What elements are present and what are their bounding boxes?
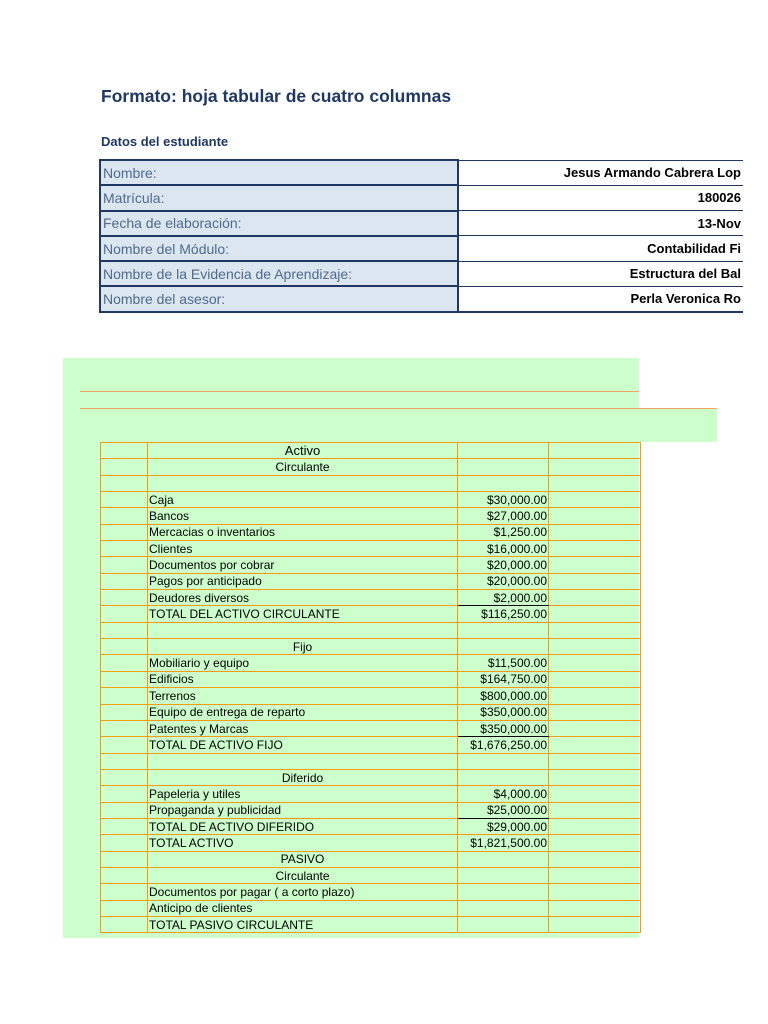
sheet-cell-margin[interactable] <box>101 769 148 785</box>
sheet-cell-extra[interactable] <box>549 818 641 834</box>
student-label: Matrícula: <box>100 185 458 210</box>
sheet-cell-extra[interactable] <box>549 622 641 638</box>
sheet-cell-extra[interactable] <box>549 492 641 508</box>
student-row-name <box>100 160 743 185</box>
sheet-row <box>101 900 641 916</box>
section-header-cell[interactable]: Circulante <box>148 459 458 475</box>
amount-cell[interactable] <box>458 639 549 655</box>
student-data-table <box>99 159 743 313</box>
student-label: Nombre de la Evidencia de Aprendizaje: <box>100 261 458 286</box>
sheet-cell-margin[interactable] <box>101 835 148 851</box>
amount-cell[interactable]: $27,000.00 <box>458 508 549 524</box>
sheet-row <box>101 916 641 932</box>
account-name-cell[interactable]: Clientes <box>148 541 458 557</box>
account-name-cell[interactable]: TOTAL PASIVO CIRCULANTE <box>148 916 458 932</box>
sheet-cell-margin[interactable] <box>101 557 148 573</box>
sheet-row <box>101 443 641 459</box>
account-name-cell[interactable]: Pagos por anticipado <box>148 573 458 589</box>
sheet-cell-margin[interactable] <box>101 524 148 540</box>
sheet-cell-extra[interactable] <box>549 851 641 867</box>
account-name-cell[interactable]: Caja <box>148 492 458 508</box>
sheet-cell-margin[interactable] <box>101 818 148 834</box>
sheet-cell-margin[interactable] <box>101 884 148 900</box>
sheet-cell-extra[interactable] <box>549 802 641 818</box>
amount-cell[interactable] <box>458 916 549 932</box>
amount-cell[interactable]: $350,000.00 <box>458 704 549 720</box>
student-label: Nombre del Módulo: <box>100 236 458 261</box>
sheet-row <box>101 557 641 573</box>
sheet-row <box>101 508 641 524</box>
amount-cell[interactable]: $20,000.00 <box>458 573 549 589</box>
account-name-cell[interactable]: Bancos <box>148 508 458 524</box>
student-value[interactable]: Jesus Armando Cabrera Lop <box>458 160 743 185</box>
sheet-row <box>101 524 641 540</box>
sheet-cell-extra[interactable] <box>549 573 641 589</box>
amount-cell[interactable] <box>458 867 549 883</box>
sheet-cell-extra[interactable] <box>549 671 641 687</box>
sheet-row <box>101 639 641 655</box>
sheet-cell-margin[interactable] <box>101 655 148 671</box>
sheet-cell-extra[interactable] <box>549 639 641 655</box>
sheet-row <box>101 606 641 622</box>
sheet-cell-extra[interactable] <box>549 655 641 671</box>
account-name-cell[interactable] <box>148 753 458 769</box>
account-name-cell[interactable]: Edificios <box>148 671 458 687</box>
amount-cell[interactable] <box>458 443 549 459</box>
sheet-row <box>101 475 641 491</box>
account-name-cell[interactable]: TOTAL DE ACTIVO FIJO <box>148 737 458 753</box>
section-header-cell[interactable]: Activo <box>148 443 458 459</box>
amount-cell[interactable] <box>458 900 549 916</box>
sheet-gridline <box>639 408 717 409</box>
account-name-cell[interactable]: Propaganda y publicidad <box>148 802 458 818</box>
student-value[interactable]: 13-Nov <box>458 211 743 236</box>
section-header-cell[interactable]: PASIVO <box>148 851 458 867</box>
amount-cell[interactable] <box>458 851 549 867</box>
student-row-matricula <box>100 185 743 210</box>
sheet-cell-extra[interactable] <box>549 459 641 475</box>
account-name-cell[interactable]: Deudores diversos <box>148 590 458 606</box>
amount-cell[interactable]: $164,750.00 <box>458 671 549 687</box>
sheet-cell-margin[interactable] <box>101 786 148 802</box>
sheet-cell-margin[interactable] <box>101 688 148 704</box>
student-label: Nombre: <box>100 160 458 185</box>
amount-cell[interactable] <box>458 622 549 638</box>
section-header-cell[interactable]: Circulante <box>148 867 458 883</box>
sheet-row <box>101 867 641 883</box>
sheet-row <box>101 753 641 769</box>
account-name-cell[interactable]: Mercacias o inventarios <box>148 524 458 540</box>
sheet-cell-margin[interactable] <box>101 443 148 459</box>
sheet-row <box>101 492 641 508</box>
sheet-cell-margin[interactable] <box>101 851 148 867</box>
sheet-row <box>101 835 641 851</box>
sheet-row <box>101 802 641 818</box>
sheet-cell-margin[interactable] <box>101 459 148 475</box>
account-name-cell[interactable]: Mobiliario y equipo <box>148 655 458 671</box>
sheet-row <box>101 459 641 475</box>
sheet-cell-extra[interactable] <box>549 606 641 622</box>
sheet-cell-margin[interactable] <box>101 492 148 508</box>
sheet-cell-margin[interactable] <box>101 671 148 687</box>
sheet-row <box>101 671 641 687</box>
sheet-row <box>101 622 641 638</box>
student-label: Fecha de elaboración: <box>100 211 458 236</box>
account-name-cell[interactable]: Documentos por pagar ( a corto plazo) <box>148 884 458 900</box>
sheet-cell-margin[interactable] <box>101 867 148 883</box>
balance-sheet-table <box>100 442 641 933</box>
amount-cell[interactable]: $25,000.00 <box>458 802 549 818</box>
section-heading: Datos del estudiante <box>101 134 229 149</box>
account-name-cell[interactable]: Documentos por cobrar <box>148 557 458 573</box>
sheet-cell-extra[interactable] <box>549 867 641 883</box>
sheet-cell-extra[interactable] <box>549 786 641 802</box>
sheet-cell-margin[interactable] <box>101 508 148 524</box>
sheet-gridline <box>80 408 639 409</box>
sheet-row <box>101 655 641 671</box>
amount-cell[interactable]: $2,000.00 <box>458 590 549 606</box>
sheet-cell-margin[interactable] <box>101 573 148 589</box>
amount-cell[interactable] <box>458 753 549 769</box>
sheet-cell-margin[interactable] <box>101 475 148 491</box>
sheet-row <box>101 884 641 900</box>
sheet-cell-extra[interactable] <box>549 753 641 769</box>
account-name-cell[interactable]: TOTAL ACTIVO <box>148 835 458 851</box>
sheet-row <box>101 573 641 589</box>
sheet-background-extension <box>639 409 717 442</box>
sheet-row <box>101 590 641 606</box>
sheet-cell-extra[interactable] <box>549 737 641 753</box>
sheet-cell-margin[interactable] <box>101 541 148 557</box>
student-value[interactable]: 180026 <box>458 185 743 210</box>
sheet-row <box>101 786 641 802</box>
sheet-cell-extra[interactable] <box>549 590 641 606</box>
sheet-cell-margin[interactable] <box>101 639 148 655</box>
sheet-cell-margin[interactable] <box>101 590 148 606</box>
sheet-cell-extra[interactable] <box>549 769 641 785</box>
sheet-row <box>101 704 641 720</box>
sheet-row <box>101 851 641 867</box>
account-name-cell[interactable] <box>148 475 458 491</box>
student-row-advisor <box>100 286 743 311</box>
amount-cell[interactable] <box>458 769 549 785</box>
student-label: Nombre del asesor: <box>100 286 458 311</box>
sheet-cell-extra[interactable] <box>549 524 641 540</box>
amount-cell[interactable]: $116,250.00 <box>458 606 549 622</box>
sheet-cell-extra[interactable] <box>549 704 641 720</box>
amount-cell[interactable]: $800,000.00 <box>458 688 549 704</box>
sheet-cell-extra[interactable] <box>549 557 641 573</box>
amount-cell[interactable]: $1,821,500.00 <box>458 835 549 851</box>
student-value[interactable]: Contabilidad Fi <box>458 236 743 261</box>
sheet-cell-extra[interactable] <box>549 475 641 491</box>
sheet-cell-extra[interactable] <box>549 835 641 851</box>
student-value[interactable]: Perla Veronica Ro <box>458 286 743 311</box>
sheet-cell-margin[interactable] <box>101 916 148 932</box>
account-name-cell[interactable] <box>148 622 458 638</box>
sheet-cell-extra[interactable] <box>549 884 641 900</box>
sheet-cell-margin[interactable] <box>101 753 148 769</box>
amount-cell[interactable]: $20,000.00 <box>458 557 549 573</box>
account-name-cell[interactable]: TOTAL DEL ACTIVO CIRCULANTE <box>148 606 458 622</box>
sheet-cell-extra[interactable] <box>549 688 641 704</box>
amount-cell[interactable] <box>458 475 549 491</box>
amount-cell[interactable]: $1,676,250.00 <box>458 737 549 753</box>
sheet-cell-margin[interactable] <box>101 606 148 622</box>
student-row-date <box>100 211 743 236</box>
account-name-cell[interactable]: Anticipo de clientes <box>148 900 458 916</box>
sheet-cell-extra[interactable] <box>549 541 641 557</box>
account-name-cell[interactable]: TOTAL DE ACTIVO DIFERIDO <box>148 818 458 834</box>
amount-cell[interactable]: $29,000.00 <box>458 818 549 834</box>
student-value[interactable]: Estructura del Bal <box>458 261 743 286</box>
sheet-cell-margin[interactable] <box>101 704 148 720</box>
amount-cell[interactable]: $1,250.00 <box>458 524 549 540</box>
sheet-row <box>101 818 641 834</box>
amount-cell[interactable] <box>458 884 549 900</box>
sheet-row <box>101 541 641 557</box>
account-name-cell[interactable]: Equipo de entrega de reparto <box>148 704 458 720</box>
account-name-cell[interactable]: Papeleria y utiles <box>148 786 458 802</box>
sheet-cell-extra[interactable] <box>549 900 641 916</box>
amount-cell[interactable]: $11,500.00 <box>458 655 549 671</box>
sheet-cell-extra[interactable] <box>549 443 641 459</box>
sheet-cell-margin[interactable] <box>101 737 148 753</box>
sheet-row <box>101 720 641 736</box>
account-name-cell[interactable]: Patentes y Marcas <box>148 720 458 736</box>
amount-cell[interactable]: $30,000.00 <box>458 492 549 508</box>
amount-cell[interactable] <box>458 459 549 475</box>
sheet-row <box>101 688 641 704</box>
sheet-row <box>101 769 641 785</box>
sheet-cell-margin[interactable] <box>101 622 148 638</box>
student-row-module <box>100 236 743 261</box>
sheet-cell-extra[interactable] <box>549 508 641 524</box>
amount-cell[interactable]: $4,000.00 <box>458 786 549 802</box>
sheet-cell-extra[interactable] <box>549 720 641 736</box>
student-data-viewport <box>0 0 741 330</box>
page-title: Formato: hoja tabular de cuatro columnas <box>101 86 452 106</box>
student-row-evidence <box>100 261 743 286</box>
sheet-cell-margin[interactable] <box>101 802 148 818</box>
sheet-cell-margin[interactable] <box>101 900 148 916</box>
sheet-cell-margin[interactable] <box>101 720 148 736</box>
section-header-cell[interactable]: Diferido <box>148 769 458 785</box>
sheet-gridline <box>80 391 639 392</box>
amount-cell[interactable]: $350,000.00 <box>458 720 549 736</box>
section-header-cell[interactable]: Fijo <box>148 639 458 655</box>
sheet-cell-extra[interactable] <box>549 916 641 932</box>
sheet-row <box>101 737 641 753</box>
amount-cell[interactable]: $16,000.00 <box>458 541 549 557</box>
account-name-cell[interactable]: Terrenos <box>148 688 458 704</box>
